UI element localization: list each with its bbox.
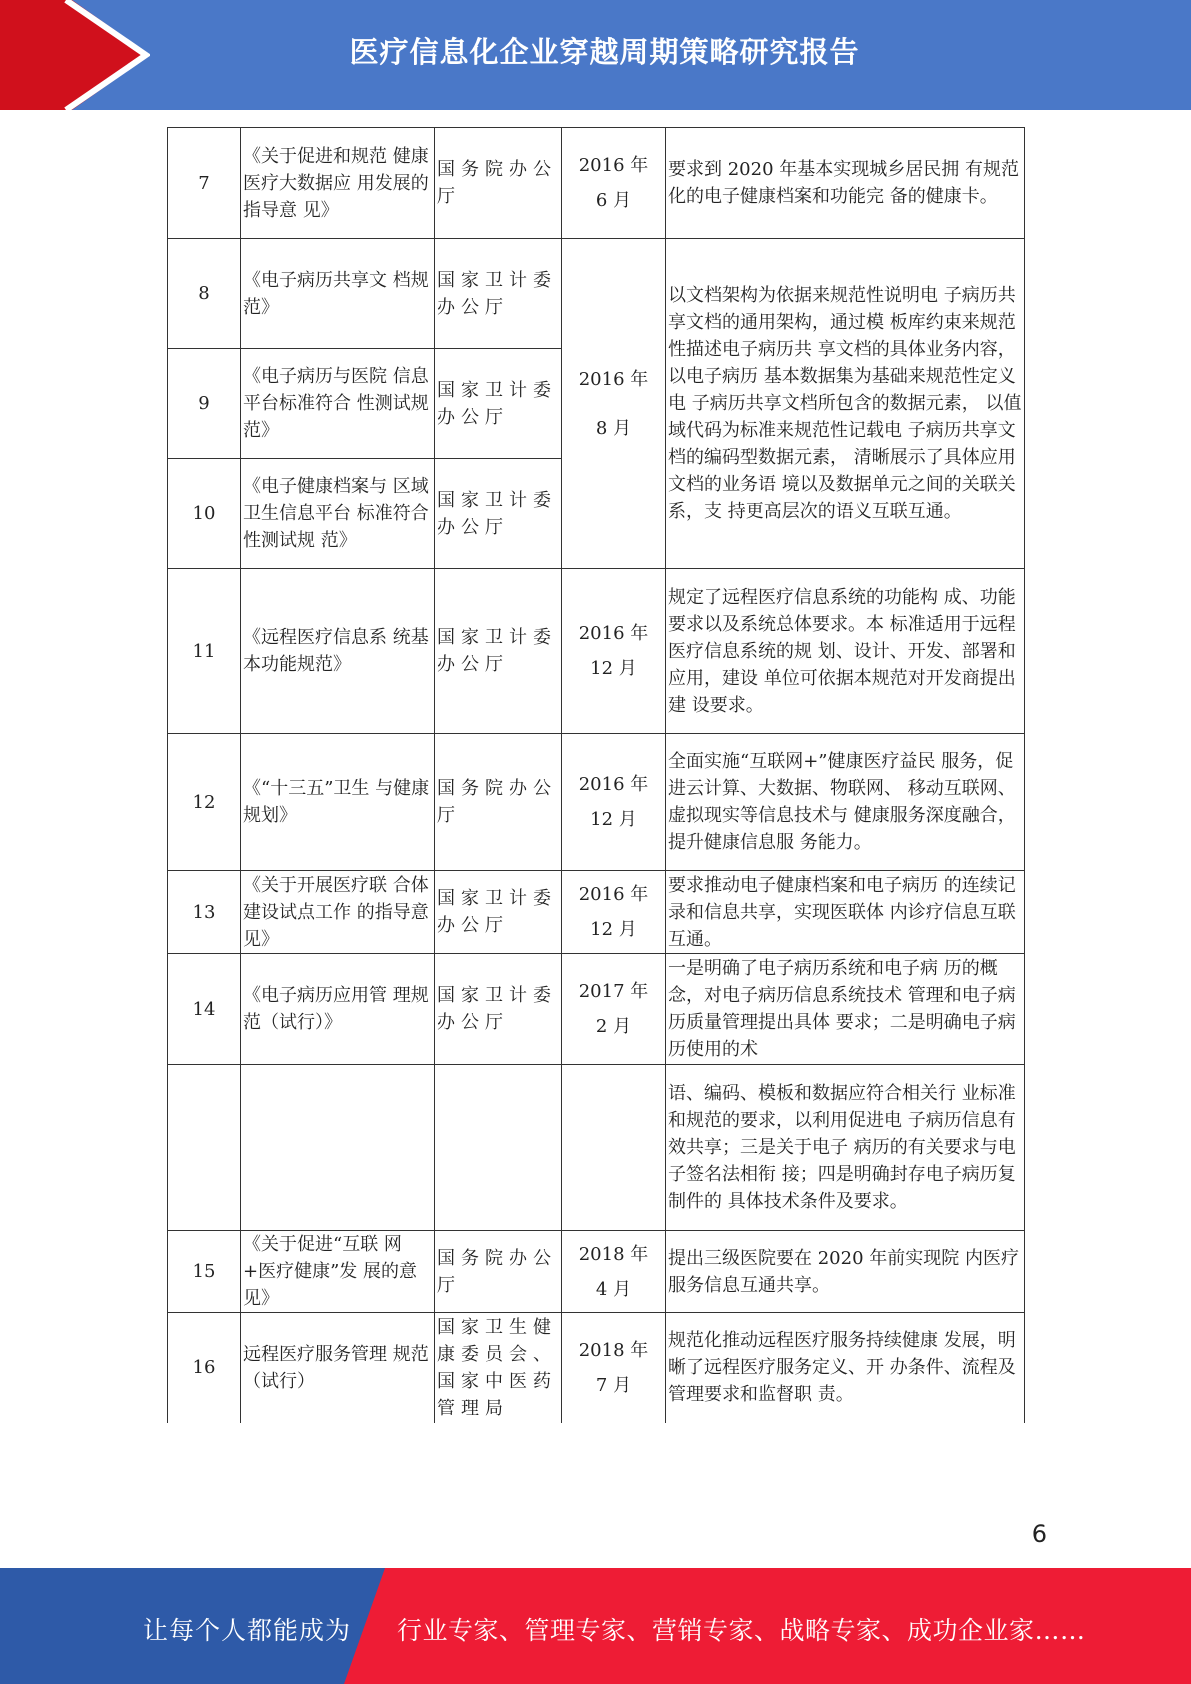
- row-index: 12: [168, 734, 241, 871]
- row-index: 8: [168, 239, 241, 349]
- issuer: 国务院办公厅: [435, 128, 562, 239]
- row-index: 11: [168, 569, 241, 734]
- date-month: 12 月: [590, 658, 637, 679]
- table-row: [168, 569, 1025, 734]
- document-name: 《电子病历应用管 理规范（试行）》: [241, 954, 435, 1065]
- table-row: [168, 871, 1025, 954]
- issuer: 国家卫计委办公厅: [435, 569, 562, 734]
- table-row: [168, 1231, 1025, 1313]
- row-index: 13: [168, 871, 241, 954]
- date-year: 2016 年: [578, 623, 649, 644]
- description: 要求到 2020 年基本实现城乡居民拥 有规范化的电子健康档案和功能完 备的健康卡。: [666, 128, 1025, 239]
- row-index: 16: [168, 1313, 241, 1423]
- document-name: 《电子病历共享文 档规范》: [241, 239, 435, 349]
- description: 一是明确了电子病历系统和电子病 历的概念，对电子病历信息系统技术 管理和电子病历质量管理提出具体 要求；二是明确电子病历使用的术: [666, 954, 1025, 1065]
- document-name: 《电子病历与医院 信息平台标准符合 性测试规范》: [241, 349, 435, 459]
- issue-date: [562, 128, 666, 239]
- issuer-empty: [435, 1065, 562, 1231]
- issue-date-empty: [562, 1065, 666, 1231]
- issue-date: [562, 569, 666, 734]
- document-name: 《关于促进和规范 健康医疗大数据应 用发展的指导意 见》: [241, 128, 435, 239]
- description: 语、编码、模板和数据应符合相关行 业标准和规范的要求，以利用促进电 子病历信息有效共享；三是关于电子 病历的有关要求与电子签名法相衔 接；四是明确封存电子病历复制件的 具体技术条件及要求。: [666, 1065, 1025, 1231]
- issuer: 国家卫计委办公厅: [435, 349, 562, 459]
- issuer: 国家卫生健康委员会、国家中医药管理局: [435, 1313, 562, 1423]
- issue-date: [562, 1313, 666, 1423]
- description: 提出三级医院要在 2020 年前实现院 内医疗服务信息互通共享。: [666, 1231, 1025, 1313]
- document-name-empty: [241, 1065, 435, 1231]
- issuer: 国家卫计委办公厅: [435, 871, 562, 954]
- date-year: 2016 年: [578, 155, 649, 176]
- date-year: 2016 年: [578, 368, 649, 390]
- page-header: [0, 0, 1191, 110]
- footer-slogan-lead: 让每个人都能成为: [143, 1616, 352, 1645]
- description: 规定了远程医疗信息系统的功能构 成、功能要求以及系统总体要求。本 标准适用于远程医疗信息系统的规 划、设计、开发、部署和应用，建设 单位可依据本规范对开发商提出建 设要求。: [666, 569, 1025, 734]
- description: 要求推动电子健康档案和电子病历 的连续记录和信息共享，实现医联体 内诊疗信息互联互通。: [666, 871, 1025, 954]
- issuer: 国家卫计委办公厅: [435, 239, 562, 349]
- report-title: 医疗信息化企业穿越周期策略研究报告: [349, 35, 860, 69]
- issue-date: [562, 239, 666, 569]
- description: 规范化推动远程医疗服务持续健康 发展，明晰了远程医疗服务定义、开 办条件、流程及管理要求和监督职 责。: [666, 1313, 1025, 1423]
- document-name: 《关于促进“互联 网+医疗健康”发 展的意见》: [241, 1231, 435, 1313]
- date-year: 2016 年: [578, 774, 649, 795]
- issuer: 国家卫计委办公厅: [435, 954, 562, 1065]
- policy-table: [167, 127, 1024, 1423]
- issuer: 国家卫计委办公厅: [435, 459, 562, 569]
- document-name: 《电子健康档案与 区域卫生信息平台 标准符合性测试规 范》: [241, 459, 435, 569]
- table-row: [168, 1313, 1025, 1423]
- table-row: [168, 954, 1025, 1065]
- issue-date: [562, 1231, 666, 1313]
- description: 以文档架构为依据来规范性说明电 子病历共享文档的通用架构，通过模 板库约束来规范性描述电子病历共 享文档的具体业务内容，以电子病历 基本数据集为基础来规范性定义电 子病历共享文档所包含的数据元素， 以值域代码为标准来规范性记载电 子病历共享文档的编码型数据元素， 清晰展示了具体应用文档的业务语 境以及数据单元之间的关联关系，支 持更高层次的语义互联互通。: [666, 239, 1025, 569]
- issue-date: [562, 734, 666, 871]
- date-year: 2017 年: [578, 981, 649, 1002]
- issue-date: [562, 871, 666, 954]
- row-index: 10: [168, 459, 241, 569]
- date-month: 7 月: [595, 1374, 632, 1396]
- footer-slogan-roles: 行业专家、管理专家、营销专家、战略专家、成功企业家……: [397, 1616, 1086, 1645]
- table-row: [168, 128, 1025, 239]
- row-index: 15: [168, 1231, 241, 1313]
- date-month: 12 月: [590, 919, 637, 940]
- page-footer: [0, 1568, 1191, 1684]
- description: 全面实施“互联网+”健康医疗益民 服务，促进云计算、大数据、物联网、 移动互联网、虚拟现实等信息技术与 健康服务深度融合，提升健康信息服 务能力。: [666, 734, 1025, 871]
- page-number: 6: [1031, 1520, 1047, 1548]
- table-row: [168, 239, 1025, 349]
- date-month: 8 月: [595, 417, 632, 439]
- issuer: 国务院办公厅: [435, 1231, 562, 1313]
- issuer: 国务院办公厅: [435, 734, 562, 871]
- date-year: 2018 年: [578, 1243, 649, 1265]
- table-row-continuation: [168, 1065, 1025, 1231]
- row-index: 7: [168, 128, 241, 239]
- document-name: 远程医疗服务管理 规范（试行）: [241, 1313, 435, 1423]
- document-name: 《关于开展医疗联 合体建设试点工作 的指导意见》: [241, 871, 435, 954]
- date-month: 12 月: [590, 809, 637, 830]
- row-index: 14: [168, 954, 241, 1065]
- row-index: 9: [168, 349, 241, 459]
- row-index-empty: [168, 1065, 241, 1231]
- issue-date: [562, 954, 666, 1065]
- date-year: 2018 年: [578, 1339, 649, 1361]
- date-month: 6 月: [595, 190, 632, 211]
- date-month: 4 月: [595, 1278, 632, 1300]
- date-month: 2 月: [595, 1016, 632, 1037]
- date-year: 2016 年: [578, 884, 649, 905]
- table-row: [168, 734, 1025, 871]
- document-name: 《远程医疗信息系 统基本功能规范》: [241, 569, 435, 734]
- document-name: 《“十三五”卫生 与健康规划》: [241, 734, 435, 871]
